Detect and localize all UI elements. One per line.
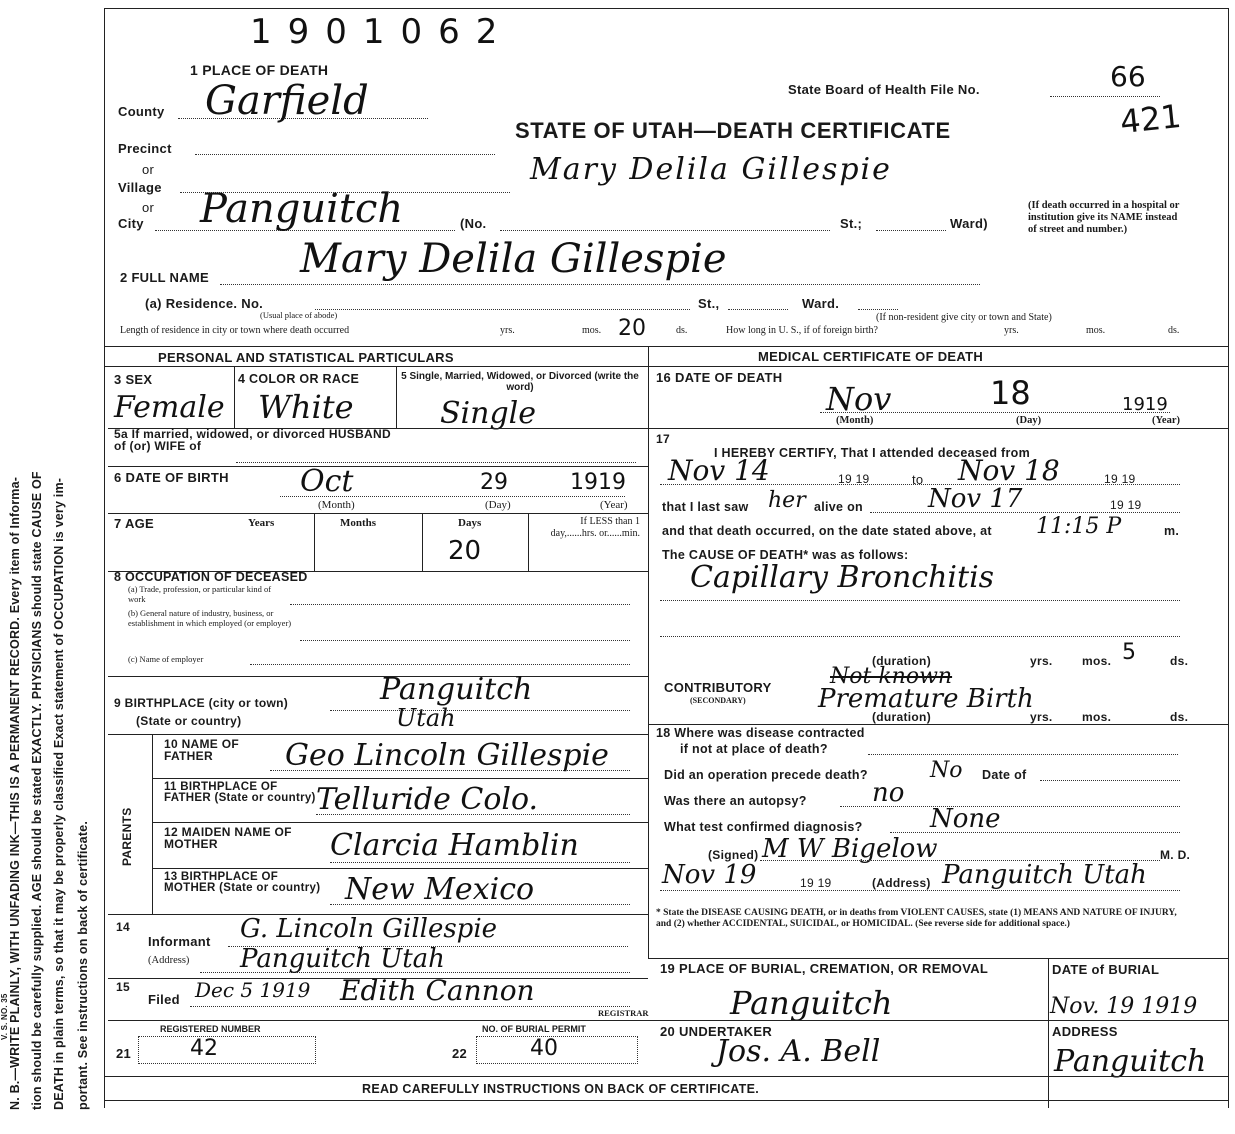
burial-place-value: Panguitch xyxy=(730,984,893,1022)
ds-caption: ds. xyxy=(676,325,688,336)
burial-permit-value: 40 xyxy=(530,1036,558,1061)
undertaker-address-label: ADDRESS xyxy=(1052,1024,1118,1039)
dod-year-caption: (Year) xyxy=(1152,415,1180,426)
occupation-label: 8 OCCUPATION OF DECEASED xyxy=(114,570,308,584)
marital-value: Single xyxy=(440,396,537,431)
right-frame-line xyxy=(1228,8,1229,1108)
file-number-value-2: 421 xyxy=(1118,96,1183,142)
ward-label: Ward) xyxy=(950,216,988,231)
length-days-value: 20 xyxy=(618,316,646,341)
dod-day-caption: (Day) xyxy=(1016,415,1042,426)
alive-on-text: alive on xyxy=(814,500,863,514)
precinct-label: Precinct xyxy=(118,141,172,156)
length-residence-label: Length of residence in city or town where death occurred xyxy=(120,325,350,336)
or-1: or xyxy=(142,162,155,177)
mother-name-value: Clarcia Hamblin xyxy=(330,828,579,863)
duration-days: 5 xyxy=(1122,640,1136,665)
filed-label: Filed xyxy=(148,992,180,1007)
duration-1-yrs: yrs. xyxy=(1030,654,1053,668)
occupation-b: (b) General nature of industry, business, or establishment in which employed (or employer) xyxy=(128,608,292,628)
parents-label: PARENTS xyxy=(120,807,134,866)
center-divider xyxy=(648,346,649,958)
dob-day: 29 xyxy=(480,470,508,495)
age-years-caption: Years xyxy=(248,517,275,529)
nonresident-note: (If non-resident give city or town and State) xyxy=(876,312,1052,323)
signed-address-label: (Address) xyxy=(872,876,931,890)
informant-address-label: (Address) xyxy=(148,955,190,966)
signed-date: Nov 19 xyxy=(662,860,757,890)
father-birthplace-value: Telluride Colo. xyxy=(316,782,539,817)
occupation-c: (c) Name of employer xyxy=(128,654,204,664)
q18-label: 18 Where was disease contracted xyxy=(656,726,865,740)
reg-prefix: 21 xyxy=(116,1046,132,1061)
top-frame-line xyxy=(104,8,1228,9)
autopsy-value: no xyxy=(872,778,905,808)
dod-month: Nov xyxy=(826,380,892,418)
residence-ward: Ward. xyxy=(802,296,840,311)
informant-number: 14 xyxy=(116,920,130,934)
city-value: Panguitch xyxy=(200,186,404,232)
county-label: County xyxy=(118,104,165,119)
attended-from-year: 19 19 xyxy=(838,472,870,486)
mother-birthplace-label: 13 BIRTHPLACE OF MOTHER (State or country) xyxy=(164,871,321,894)
instructions-sidebar xyxy=(0,0,110,1134)
dob-month-caption: (Month) xyxy=(318,499,355,511)
registered-number-label: REGISTERED NUMBER xyxy=(160,1024,261,1034)
death-occurred-text: and that death occurred, on the date stated above, at xyxy=(662,524,992,538)
dod-month-caption: (Month) xyxy=(836,415,874,426)
signed-label: (Signed) xyxy=(708,848,759,862)
village-label: Village xyxy=(118,180,162,195)
signed-value: M W Bigelow xyxy=(762,834,938,864)
or-2: or xyxy=(142,200,155,215)
sex-label: 3 SEX xyxy=(114,372,153,387)
burial-prefix: 22 xyxy=(452,1046,468,1061)
m-text: m. xyxy=(1164,524,1180,538)
certificate-title: STATE OF UTAH—DEATH CERTIFICATE xyxy=(515,118,951,143)
informant-address-value: Panguitch Utah xyxy=(240,944,445,974)
city-label: City xyxy=(118,216,144,231)
test-label: What test confirmed diagnosis? xyxy=(664,820,863,834)
undertaker-value: Jos. A. Bell xyxy=(716,1034,881,1069)
color-value: White xyxy=(258,388,354,426)
duration-2-ds: ds. xyxy=(1170,710,1189,724)
st-label: St.; xyxy=(840,216,863,231)
form-code: V. S. NO. 35 xyxy=(0,993,9,1040)
birthplace-label: 9 BIRTHPLACE (city or town) xyxy=(114,696,289,710)
name-annotation: Mary Delila Gillespie xyxy=(530,152,892,187)
birthplace-state-label: (State or country) xyxy=(136,714,242,728)
to-text: to xyxy=(912,472,924,487)
mos2-caption: mos. xyxy=(1086,325,1106,336)
registrar-value: Edith Cannon xyxy=(340,974,535,1007)
place-of-death-label: 1 PLACE OF DEATH xyxy=(190,62,329,78)
sidebar-line-2: tion should be carefully supplied. AGE should be stated EXACTLY. PHYSICIANS should state CAUSE OF xyxy=(30,471,44,1110)
q17-number: 17 xyxy=(656,432,670,446)
county-value: Garfield xyxy=(205,78,369,124)
sidebar-line-4: portant. See instructions on back of certificate. xyxy=(76,820,90,1110)
undertaker-address: Panguitch xyxy=(1054,1044,1207,1079)
sex-value: Female xyxy=(114,390,225,425)
burial-date-value: Nov. 19 1919 xyxy=(1050,994,1198,1019)
age-days-caption: Days xyxy=(458,517,482,529)
full-name-label: 2 FULL NAME xyxy=(120,270,210,285)
personal-heading: PERSONAL AND STATISTICAL PARTICULARS xyxy=(158,350,454,365)
certificate-number: 1901062 xyxy=(250,12,514,52)
duration-1-mos: mos. xyxy=(1082,654,1112,668)
birthplace-state-value: Utah xyxy=(396,704,456,732)
burial-permit-label: NO. OF BURIAL PERMIT xyxy=(482,1024,586,1034)
dob-year-caption: (Year) xyxy=(600,499,628,511)
alive-on-value: Nov 17 xyxy=(928,484,1023,514)
no-label: (No. xyxy=(460,216,487,231)
residence-label: (a) Residence. No. xyxy=(145,296,264,311)
q18-label-b: if not at place of death? xyxy=(680,742,828,756)
signed-year: 19 19 xyxy=(800,876,832,890)
occupation-a: (a) Trade, profession, or particular kind of work xyxy=(128,584,272,604)
dod-label: 16 DATE OF DEATH xyxy=(656,370,783,385)
attended-from: Nov 14 xyxy=(668,454,770,487)
burial-place-label: 19 PLACE OF BURIAL, CREMATION, OR REMOVAL xyxy=(660,961,989,976)
husband-wife-label: 5a If married, widowed, or divorced HUSBAND of (or) WIFE of xyxy=(114,427,391,453)
medical-heading: MEDICAL CERTIFICATE OF DEATH xyxy=(758,349,984,364)
father-name-value: Geo Lincoln Gillespie xyxy=(285,738,609,773)
father-birthplace-label: 11 BIRTHPLACE OF FATHER (State or country) xyxy=(164,781,316,804)
yrs-caption: yrs. xyxy=(500,325,515,336)
mother-name-label: 12 MAIDEN NAME OF MOTHER xyxy=(164,825,292,851)
alive-on-year: 19 19 xyxy=(1110,498,1142,512)
yrs2-caption: yrs. xyxy=(1004,325,1019,336)
registered-number-box xyxy=(138,1036,316,1064)
age-months-caption: Months xyxy=(340,517,377,529)
dob-month: Oct xyxy=(300,464,354,499)
registered-number-value: 42 xyxy=(190,1036,218,1061)
residence-st: St., xyxy=(698,296,720,311)
duration-1: (duration) xyxy=(872,654,931,668)
age-days-value: 20 xyxy=(448,536,482,566)
cause-value: Capillary Bronchitis xyxy=(690,560,995,595)
attended-to: Nov 18 xyxy=(958,454,1060,487)
undertaker-label: 20 UNDERTAKER xyxy=(660,1024,773,1039)
last-saw-pronoun: her xyxy=(768,488,806,513)
filed-value: Dec 5 1919 xyxy=(195,978,311,1002)
less-than-day: If LESS than 1 day,......hrs. or......min. xyxy=(550,516,640,539)
test-value: None xyxy=(930,804,1001,834)
informant-label: Informant xyxy=(148,934,211,949)
mos-caption: mos. xyxy=(582,325,602,336)
contributory-label: CONTRIBUTORY xyxy=(664,680,772,695)
operation-label: Did an operation precede death? xyxy=(664,768,868,782)
dod-day: 18 xyxy=(990,374,1031,412)
duration-2-mos: mos. xyxy=(1082,710,1112,724)
signed-address: Panguitch Utah xyxy=(942,860,1147,890)
dob-label: 6 DATE OF BIRTH xyxy=(114,470,229,485)
attended-to-year: 19 19 xyxy=(1104,472,1136,486)
hospital-note: (If death occurred in a hospital or institution give its NAME instead of street and number.) xyxy=(1028,200,1180,235)
file-number-label: State Board of Health File No. xyxy=(788,82,980,97)
duration-2-yrs: yrs. xyxy=(1030,710,1053,724)
father-name-label: 10 NAME OF FATHER xyxy=(164,737,240,763)
sidebar-line-3: DEATH in plain terms, so that it may be properly classified Exact statement of OCCUPATION is very im- xyxy=(52,477,66,1110)
birthplace-city-value: Panguitch xyxy=(380,672,533,707)
registrar-label: REGISTRAR xyxy=(598,1008,649,1018)
date-of-text: Date of xyxy=(982,768,1027,782)
contributory-value: Premature Birth xyxy=(818,684,1034,714)
marital-label: 5 Single, Married, Widowed, or Divorced (write the word) xyxy=(401,371,639,393)
ds2-caption: ds. xyxy=(1168,325,1180,336)
certify-text: I HEREBY CERTIFY, That I attended deceased from xyxy=(714,446,1031,460)
cause-label: The CAUSE OF DEATH* was as follows: xyxy=(662,548,909,562)
autopsy-label: Was there an autopsy? xyxy=(664,794,807,808)
footer-instructions: READ CAREFULLY INSTRUCTIONS ON BACK OF CERTIFICATE. xyxy=(362,1082,760,1096)
secondary-caption: (SECONDARY) xyxy=(690,696,746,705)
dob-year: 1919 xyxy=(570,470,626,495)
us-residence-label: How long in U. S., if of foreign birth? xyxy=(726,325,878,336)
age-label: 7 AGE xyxy=(114,516,155,531)
file-number-value: 66 xyxy=(1110,60,1146,93)
footnote: * State the DISEASE CAUSING DEATH, or in deaths from VIOLENT CAUSES, state (1) MEANS AND NATURE OF INJURY, and (2) whether ACCIDENTAL, SUICIDAL, or HOMICIDAL. (See reverse side for additional space.) xyxy=(656,908,1177,929)
informant-value: G. Lincoln Gillespie xyxy=(240,914,498,944)
contributory-struck: Not known xyxy=(830,664,953,689)
dob-day-caption: (Day) xyxy=(485,499,511,511)
mother-birthplace-value: New Mexico xyxy=(345,872,535,907)
last-saw-text: that I last saw xyxy=(662,500,749,514)
sidebar-line-1: N. B.—WRITE PLAINLY, WITH UNFADING INK—THIS IS A PERMANENT RECORD. Every item of Informa- xyxy=(8,476,22,1110)
left-frame-line xyxy=(104,8,105,1108)
color-label: 4 COLOR OR RACE xyxy=(238,372,360,386)
burial-date-label: DATE of BURIAL xyxy=(1052,962,1160,977)
md-text: M. D. xyxy=(1160,848,1191,862)
full-name-value: Mary Delila Gillespie xyxy=(300,236,727,282)
usual-place-caption: (Usual place of abode) xyxy=(260,310,338,320)
operation-value: No xyxy=(930,758,963,783)
duration-2: (duration) xyxy=(872,710,931,724)
filed-number: 15 xyxy=(116,980,130,994)
time-of-death: 11:15 P xyxy=(1036,514,1122,539)
duration-1-ds: ds. xyxy=(1170,654,1189,668)
dod-year: 1919 xyxy=(1122,394,1168,415)
